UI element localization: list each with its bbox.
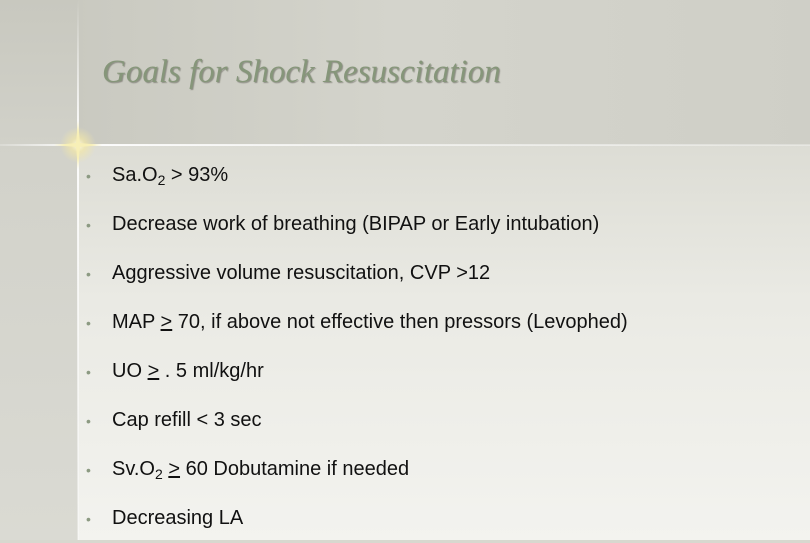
bullet-list (86, 151, 796, 543)
bullet-marker: • (86, 363, 91, 380)
bullet-item-cap-refill (86, 396, 796, 445)
bullet-text: $Sv.O_2 > 60$ Dobutamine if needed (112, 458, 410, 482)
bullet-item-decreasing-la (86, 494, 796, 543)
vertical-accent-line (77, 0, 79, 540)
bullet-item-urine-output (86, 347, 796, 396)
bullet-item-sao2 (86, 151, 796, 200)
left-strip (0, 0, 78, 540)
bullet-item-map (86, 298, 796, 347)
bullet-marker: • (86, 265, 91, 282)
bullet-marker: • (86, 167, 91, 184)
bullet-text: Decreasing LA (112, 507, 244, 529)
bullet-marker: • (86, 216, 91, 233)
bullet-item-volume-resuscitation (86, 249, 796, 298)
horizontal-accent-line (0, 144, 810, 146)
slide-title: Goals for Shock Resuscitation (102, 54, 501, 90)
bullet-text: $Sa.O_2 > 93\%$ (112, 164, 229, 188)
bullet-text: MAP > 70, if above not effective then pressors (Levophed) (112, 311, 628, 333)
bullet-marker: • (86, 412, 91, 429)
bullet-marker: • (86, 461, 91, 478)
bullet-text: Cap refill < 3 sec (112, 409, 262, 431)
bullet-marker: • (86, 510, 91, 527)
bullet-text: UO > . 5 ml/kg/hr (112, 360, 264, 382)
bullet-text: Aggressive volume resuscitation, CVP >12 (112, 262, 491, 284)
bullet-item-work-of-breathing (86, 200, 796, 249)
bullet-text: Decrease work of breathing (BIPAP or Early intubation) (112, 213, 600, 235)
bullet-marker: • (86, 314, 91, 331)
bullet-item-svo2 (86, 445, 796, 494)
